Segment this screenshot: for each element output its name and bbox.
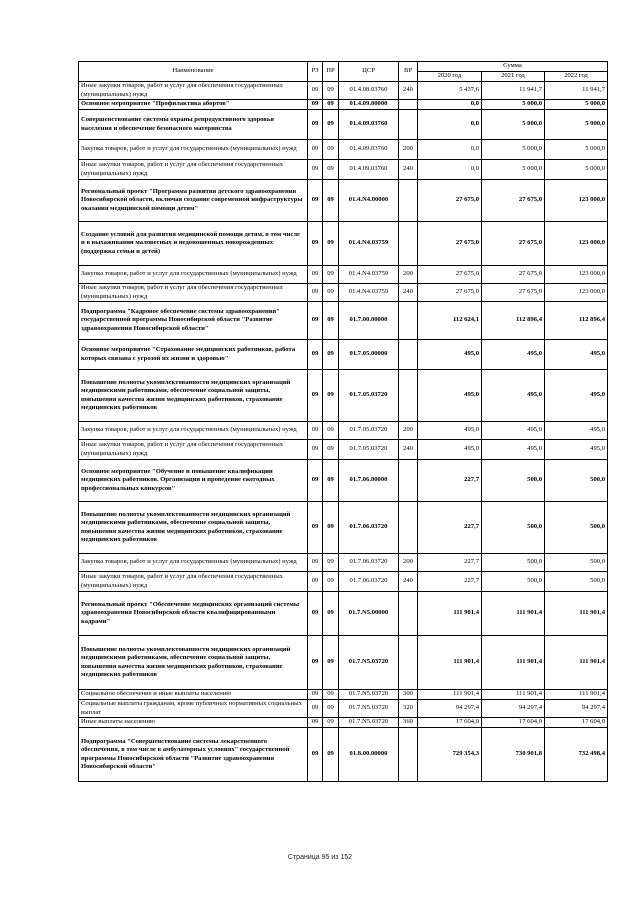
cell-2022: 123 000,0 — [545, 284, 608, 302]
cell-2022: 500,0 — [545, 554, 608, 572]
cell-pr: 09 — [323, 222, 339, 266]
cell-csr: 01.4.09.03760 — [339, 110, 399, 140]
cell-pr: 09 — [323, 460, 339, 502]
cell-name: Создание условий для развития медицинской помощи детям, в том числе и в выхаживании маловесных и недоношенных новорожденных (поддержка семьи и детей) — [79, 222, 308, 266]
cell-csr: 01.4.N4.03759 — [339, 222, 399, 266]
header-year-2020: 2020 год — [418, 72, 482, 82]
cell-2021: 27 675,0 — [482, 266, 545, 284]
header-name: Наименование — [79, 62, 308, 82]
table-body — [79, 82, 608, 782]
cell-name: Закупка товаров, работ и услуг для государственных (муниципальных) нужд — [79, 554, 308, 572]
cell-vr: 300 — [399, 690, 418, 700]
cell-csr: 01.7.05.03720 — [339, 422, 399, 440]
cell-rz: 09 — [308, 502, 323, 554]
cell-2020: 27 675,0 — [418, 266, 482, 284]
cell-vr — [399, 502, 418, 554]
cell-pr: 09 — [323, 160, 339, 180]
cell-2020: 495,0 — [418, 422, 482, 440]
cell-2020: 17 604,0 — [418, 718, 482, 728]
cell-name: Подпрограмма "Совершенствование системы лекарственного обеспечения, в том числе в амбулаторных условиях" государственной программы Новосибирской области "Развитие здравоохранения Новосибирской области" — [79, 728, 308, 782]
page-number: Страница 95 из 152 — [287, 854, 353, 861]
table-row — [79, 460, 608, 502]
header-rz: РЗ — [308, 62, 323, 82]
cell-name: Повышение полноты укомплектованности медицинских организаций медицинскими работниками, обеспечение социальной защиты, повышения качества жизни медицинских работников, страхование медицинских работников — [79, 636, 308, 690]
cell-2020: 27 675,0 — [418, 284, 482, 302]
cell-pr: 09 — [323, 82, 339, 100]
cell-name: Региональный проект "Программа развития детского здравоохранения Новосибирской области, включая создание современной инфраструктуры оказания медицинской помощи детям" — [79, 180, 308, 222]
cell-name: Основное мероприятие "Профилактика абортов" — [79, 100, 308, 110]
cell-2021: 112 896,4 — [482, 302, 545, 340]
cell-2021: 495,0 — [482, 370, 545, 422]
cell-name: Закупка товаров, работ и услуг для государственных (муниципальных) нужд — [79, 422, 308, 440]
cell-rz: 09 — [308, 718, 323, 728]
table-row — [79, 422, 608, 440]
table-row — [79, 554, 608, 572]
header-vr: ВР — [399, 62, 418, 82]
cell-rz: 09 — [308, 572, 323, 592]
cell-2020: 227,7 — [418, 572, 482, 592]
cell-name: Закупка товаров, работ и услуг для государственных (муниципальных) нужд — [79, 140, 308, 160]
cell-vr — [399, 302, 418, 340]
cell-2020: 111 901,4 — [418, 636, 482, 690]
cell-pr: 09 — [323, 100, 339, 110]
cell-2022: 500,0 — [545, 572, 608, 592]
cell-vr — [399, 340, 418, 370]
cell-vr: 360 — [399, 718, 418, 728]
cell-vr: 240 — [399, 440, 418, 460]
table-row — [79, 180, 608, 222]
cell-rz: 09 — [308, 284, 323, 302]
cell-2021: 27 675,0 — [482, 284, 545, 302]
table-row — [79, 700, 608, 718]
cell-csr: 01.7.N5.00000 — [339, 592, 399, 636]
cell-rz: 09 — [308, 140, 323, 160]
cell-2020: 227,7 — [418, 460, 482, 502]
cell-name: Основное мероприятие "Страхование медицинских работников, работа которых связана с угрозой их жизни и здоровью" — [79, 340, 308, 370]
cell-2022: 495,0 — [545, 440, 608, 460]
header-year-2021: 2021 год — [482, 72, 545, 82]
cell-pr: 09 — [323, 572, 339, 592]
table-row — [79, 160, 608, 180]
cell-2022: 500,0 — [545, 460, 608, 502]
cell-csr: 01.7.05.03720 — [339, 440, 399, 460]
cell-2020: 5 437,6 — [418, 82, 482, 100]
table-row — [79, 284, 608, 302]
cell-csr: 01.7.N5.03720 — [339, 718, 399, 728]
cell-2021: 5 000,0 — [482, 110, 545, 140]
cell-csr: 01.8.00.00000 — [339, 728, 399, 782]
cell-2022: 500,0 — [545, 502, 608, 554]
cell-rz: 09 — [308, 700, 323, 718]
cell-vr: 240 — [399, 82, 418, 100]
cell-2021: 27 675,0 — [482, 180, 545, 222]
table-row — [79, 636, 608, 690]
cell-2020: 495,0 — [418, 340, 482, 370]
table-row — [79, 728, 608, 782]
cell-vr — [399, 636, 418, 690]
cell-2020: 111 901,4 — [418, 690, 482, 700]
cell-2022: 5 000,0 — [545, 160, 608, 180]
table-row — [79, 266, 608, 284]
cell-pr: 09 — [323, 340, 339, 370]
cell-rz: 09 — [308, 180, 323, 222]
cell-name: Иные закупки товаров, работ и услуг для обеспечения государственных (муниципальных) нужд — [79, 572, 308, 592]
cell-2020: 0,0 — [418, 160, 482, 180]
cell-rz: 09 — [308, 370, 323, 422]
cell-2021: 500,0 — [482, 572, 545, 592]
cell-2020: 27 675,0 — [418, 180, 482, 222]
cell-pr: 09 — [323, 502, 339, 554]
cell-2022: 123 000,0 — [545, 222, 608, 266]
cell-2021: 5 000,0 — [482, 140, 545, 160]
cell-pr: 09 — [323, 636, 339, 690]
header-pr: ПР — [323, 62, 339, 82]
cell-rz: 09 — [308, 266, 323, 284]
cell-2021: 495,0 — [482, 340, 545, 370]
cell-2022: 111 901,4 — [545, 592, 608, 636]
cell-pr: 09 — [323, 718, 339, 728]
cell-2022: 495,0 — [545, 370, 608, 422]
cell-2021: 17 604,0 — [482, 718, 545, 728]
table-row — [79, 140, 608, 160]
cell-name: Иные закупки товаров, работ и услуг для обеспечения государственных (муниципальных) нужд — [79, 82, 308, 100]
cell-2022: 495,0 — [545, 422, 608, 440]
cell-2022: 111 901,4 — [545, 636, 608, 690]
cell-2021: 730 901,8 — [482, 728, 545, 782]
cell-2022: 111 901,4 — [545, 690, 608, 700]
cell-csr: 01.7.N5.03720 — [339, 690, 399, 700]
cell-rz: 09 — [308, 592, 323, 636]
table-row — [79, 100, 608, 110]
table-row — [79, 82, 608, 100]
table-row — [79, 502, 608, 554]
cell-csr: 01.7.00.00000 — [339, 302, 399, 340]
cell-2020: 0,0 — [418, 140, 482, 160]
table-row — [79, 440, 608, 460]
header-year-2022: 2022 год — [545, 72, 608, 82]
cell-name: Иные выплаты населению — [79, 718, 308, 728]
table-row — [79, 340, 608, 370]
cell-name: Социальное обеспечение и иные выплаты населению — [79, 690, 308, 700]
cell-rz: 09 — [308, 222, 323, 266]
cell-vr: 200 — [399, 422, 418, 440]
cell-name: Повышение полноты укомплектованности медицинских организаций медицинскими работниками, обеспечение социальной защиты, повышения качества жизни медицинских работников, страхование медицинских работников — [79, 502, 308, 554]
cell-2022: 5 000,0 — [545, 140, 608, 160]
cell-pr: 09 — [323, 554, 339, 572]
table-row — [79, 302, 608, 340]
cell-vr: 200 — [399, 140, 418, 160]
table-row — [79, 370, 608, 422]
cell-2022: 17 604,0 — [545, 718, 608, 728]
cell-rz: 09 — [308, 728, 323, 782]
header-sum: Сумма — [418, 62, 608, 72]
cell-2020: 227,7 — [418, 554, 482, 572]
cell-vr: 320 — [399, 700, 418, 718]
cell-2022: 94 297,4 — [545, 700, 608, 718]
cell-2021: 111 901,4 — [482, 592, 545, 636]
cell-pr: 09 — [323, 440, 339, 460]
cell-rz: 09 — [308, 440, 323, 460]
cell-pr: 09 — [323, 422, 339, 440]
cell-csr: 01.7.06.03720 — [339, 502, 399, 554]
cell-2021: 111 901,4 — [482, 690, 545, 700]
cell-vr — [399, 460, 418, 502]
cell-rz: 09 — [308, 110, 323, 140]
cell-2021: 495,0 — [482, 422, 545, 440]
cell-pr: 09 — [323, 110, 339, 140]
cell-2022: 5 000,0 — [545, 110, 608, 140]
table-row — [79, 572, 608, 592]
cell-vr — [399, 728, 418, 782]
cell-pr: 09 — [323, 302, 339, 340]
cell-csr: 01.7.06.03720 — [339, 572, 399, 592]
table-row — [79, 718, 608, 728]
cell-2021: 27 675,0 — [482, 222, 545, 266]
cell-2020: 111 901,4 — [418, 592, 482, 636]
cell-rz: 09 — [308, 636, 323, 690]
cell-csr: 01.7.06.00000 — [339, 460, 399, 502]
cell-pr: 09 — [323, 284, 339, 302]
cell-name: Закупка товаров, работ и услуг для государственных (муниципальных) нужд — [79, 266, 308, 284]
cell-vr: 200 — [399, 554, 418, 572]
cell-rz: 09 — [308, 460, 323, 502]
cell-vr: 240 — [399, 160, 418, 180]
budget-table — [78, 61, 608, 782]
cell-name: Иные закупки товаров, работ и услуг для обеспечения государственных (муниципальных) нужд — [79, 284, 308, 302]
cell-csr: 01.7.06.03720 — [339, 554, 399, 572]
cell-rz: 09 — [308, 302, 323, 340]
cell-2020: 227,7 — [418, 502, 482, 554]
cell-csr: 01.4.N4.03759 — [339, 266, 399, 284]
cell-csr: 01.7.05.00000 — [339, 340, 399, 370]
cell-2022: 123 000,0 — [545, 266, 608, 284]
cell-name: Социальные выплаты гражданам, кроме публичных нормативных социальных выплат — [79, 700, 308, 718]
cell-2020: 112 624,1 — [418, 302, 482, 340]
cell-csr: 01.7.N5.03720 — [339, 700, 399, 718]
cell-2022: 5 000,0 — [545, 100, 608, 110]
cell-vr: 240 — [399, 284, 418, 302]
cell-csr: 01.4.N4.00000 — [339, 180, 399, 222]
cell-2022: 123 000,0 — [545, 180, 608, 222]
cell-2021: 500,0 — [482, 460, 545, 502]
cell-vr: 200 — [399, 266, 418, 284]
cell-vr — [399, 100, 418, 110]
cell-name: Повышение полноты укомплектованности медицинских организаций медицинскими работниками, обеспечение социальной защиты, повышения качества жизни медицинских работников, страхование медицинских работников — [79, 370, 308, 422]
cell-2021: 5 000,0 — [482, 100, 545, 110]
cell-csr: 01.4.N4.03759 — [339, 284, 399, 302]
cell-vr — [399, 592, 418, 636]
cell-pr: 09 — [323, 370, 339, 422]
cell-name: Совершенствование системы охраны репродуктивного здоровья населения и обеспечение безопасного материнства — [79, 110, 308, 140]
cell-pr: 09 — [323, 728, 339, 782]
cell-rz: 09 — [308, 100, 323, 110]
table-row — [79, 222, 608, 266]
cell-2020: 27 675,0 — [418, 222, 482, 266]
cell-name: Основное мероприятие "Обучение и повышение квалификации медицинских работников. Организация и проведение ежегодных профессиональных конкурсов" — [79, 460, 308, 502]
cell-2022: 112 896,4 — [545, 302, 608, 340]
cell-2020: 0,0 — [418, 110, 482, 140]
cell-2020: 495,0 — [418, 370, 482, 422]
cell-pr: 09 — [323, 180, 339, 222]
cell-rz: 09 — [308, 340, 323, 370]
cell-vr — [399, 370, 418, 422]
cell-vr — [399, 110, 418, 140]
cell-2021: 111 901,4 — [482, 636, 545, 690]
cell-rz: 09 — [308, 554, 323, 572]
cell-vr — [399, 180, 418, 222]
cell-pr: 09 — [323, 592, 339, 636]
cell-2021: 11 941,7 — [482, 82, 545, 100]
cell-pr: 09 — [323, 266, 339, 284]
cell-2022: 732 498,4 — [545, 728, 608, 782]
table-row — [79, 110, 608, 140]
cell-2021: 5 000,0 — [482, 160, 545, 180]
cell-csr: 01.4.09.03760 — [339, 140, 399, 160]
cell-2021: 94 297,4 — [482, 700, 545, 718]
cell-csr: 01.4.09.00000 — [339, 100, 399, 110]
cell-2021: 495,0 — [482, 440, 545, 460]
cell-2020: 729 354,3 — [418, 728, 482, 782]
header-csr: ЦСР — [339, 62, 399, 82]
cell-pr: 09 — [323, 690, 339, 700]
table-row — [79, 592, 608, 636]
cell-2020: 0,0 — [418, 100, 482, 110]
cell-pr: 09 — [323, 700, 339, 718]
cell-name: Подпрограмма "Кадровое обеспечение системы здравоохранения" государственной программы Новосибирской области "Развитие здравоохранения Новосибирской области" — [79, 302, 308, 340]
cell-csr: 01.4.08.03760 — [339, 82, 399, 100]
cell-name: Региональный проект "Обеспечение медицинских организаций системы здравоохранения Новосибирской области квалифицированными кадрами" — [79, 592, 308, 636]
cell-2022: 495,0 — [545, 340, 608, 370]
cell-2021: 500,0 — [482, 502, 545, 554]
table-header — [79, 62, 608, 82]
cell-csr: 01.7.05.03720 — [339, 370, 399, 422]
cell-2021: 500,0 — [482, 554, 545, 572]
cell-vr: 240 — [399, 572, 418, 592]
cell-name: Иные закупки товаров, работ и услуг для обеспечения государственных (муниципальных) нужд — [79, 160, 308, 180]
cell-rz: 09 — [308, 82, 323, 100]
cell-2020: 495,0 — [418, 440, 482, 460]
cell-name: Иные закупки товаров, работ и услуг для обеспечения государственных (муниципальных) нужд — [79, 440, 308, 460]
cell-rz: 09 — [308, 160, 323, 180]
cell-pr: 09 — [323, 140, 339, 160]
cell-2022: 11 941,7 — [545, 82, 608, 100]
table-row — [79, 690, 608, 700]
cell-vr — [399, 222, 418, 266]
cell-csr: 01.7.N5.03720 — [339, 636, 399, 690]
cell-csr: 01.4.09.03760 — [339, 160, 399, 180]
cell-rz: 09 — [308, 690, 323, 700]
cell-2020: 94 297,4 — [418, 700, 482, 718]
cell-rz: 09 — [308, 422, 323, 440]
